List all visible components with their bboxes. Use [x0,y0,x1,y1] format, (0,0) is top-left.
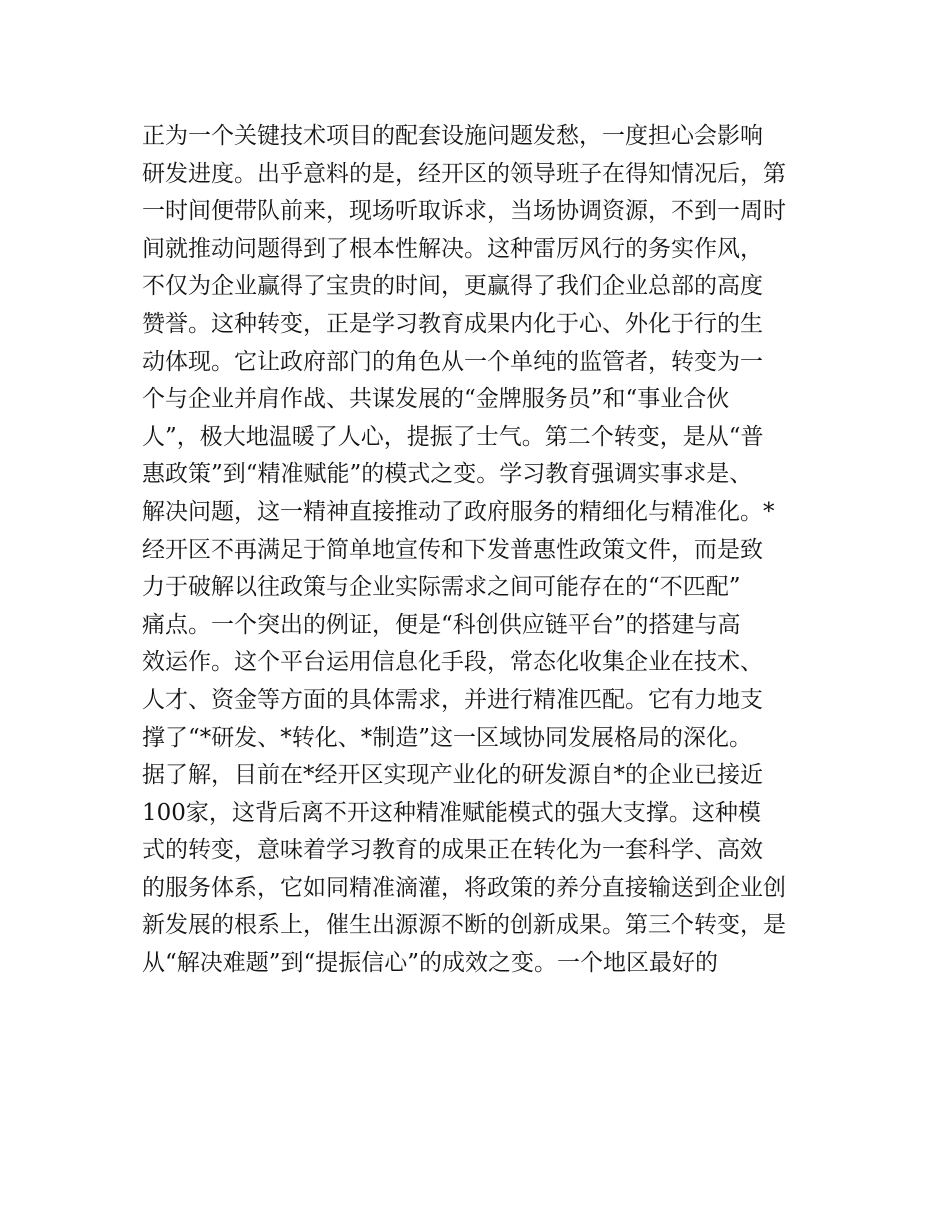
text-line-9: 人”，极大地温暖了人心，提振了士气。第二个转变，是从“普 [142,423,764,450]
text-line-5: 不仅为企业赢得了宝贵的时间，更赢得了我们企业总部的高度 [142,273,763,300]
text-line-1: 正为一个关键技术项目的配套设施问题发愁，一度担心会影响 [142,123,763,149]
body-text [142,118,822,983]
text-line-10: 惠政策”到“精准赋能”的模式之变。学习教育强调实事求是、 [142,461,753,488]
text-line-2: 研发进度。出乎意料的是，经开区的领导班子在得知情况后，第 [142,160,786,187]
text-line-12: 经开区不再满足于简单地宣传和下发普惠性政策文件，而是致 [142,536,763,563]
text-line-6: 赞誉。这种转变，正是学习教育成果内化于心、外化于行的生 [142,310,763,337]
text-line-19: 100家，这背后离不开这种精准赋能模式的强大支撑。这种模 [142,799,761,826]
text-line-16: 人才、资金等方面的具体需求，并进行精准匹配。它有力地支 [142,686,763,713]
text-line-18: 据了解，目前在*经开区实现产业化的研发源自*的企业已接近 [142,762,763,789]
text-line-22: 新发展的根系上，催生出源源不断的创新成果。第三个转变，是 [142,912,786,939]
text-line-4: 间就推动问题得到了根本性解决。这种雷厉风行的务实作风， [142,235,763,262]
text-line-21: 的服务体系，它如同精准滴灌，将政策的养分直接输送到企业创 [142,874,786,901]
text-line-7: 动体现。它让政府部门的角色从一个单纯的监管者，转变为一 [142,348,763,375]
text-line-23: 从“解决难题”到“提振信心”的成效之变。一个地区最好的 [142,950,719,977]
text-line-15: 效运作。这个平台运用信息化手段，常态化收集企业在技术、 [142,649,763,676]
text-line-14: 痛点。一个突出的例证，便是“科创供应链平台”的搭建与高 [142,611,741,638]
text-line-11: 解决问题，这一精神直接推动了政府服务的精细化与精准化。* [142,498,775,525]
text-line-17: 撑了“*研发、*转化、*制造”这一区域协同发展格局的深化。 [142,724,753,751]
text-line-13: 力于破解以往政策与企业实际需求之间可能存在的“不匹配” [142,574,741,601]
text-line-3: 一时间便带队前来，现场听取诉求，当场协调资源，不到一周时 [142,198,786,225]
text-line-8: 个与企业并肩作战、共谋发展的“金牌服务员”和“事业合伙 [142,386,730,413]
text-line-20: 式的转变，意味着学习教育的成果正在转化为一套科学、高效 [142,837,763,864]
